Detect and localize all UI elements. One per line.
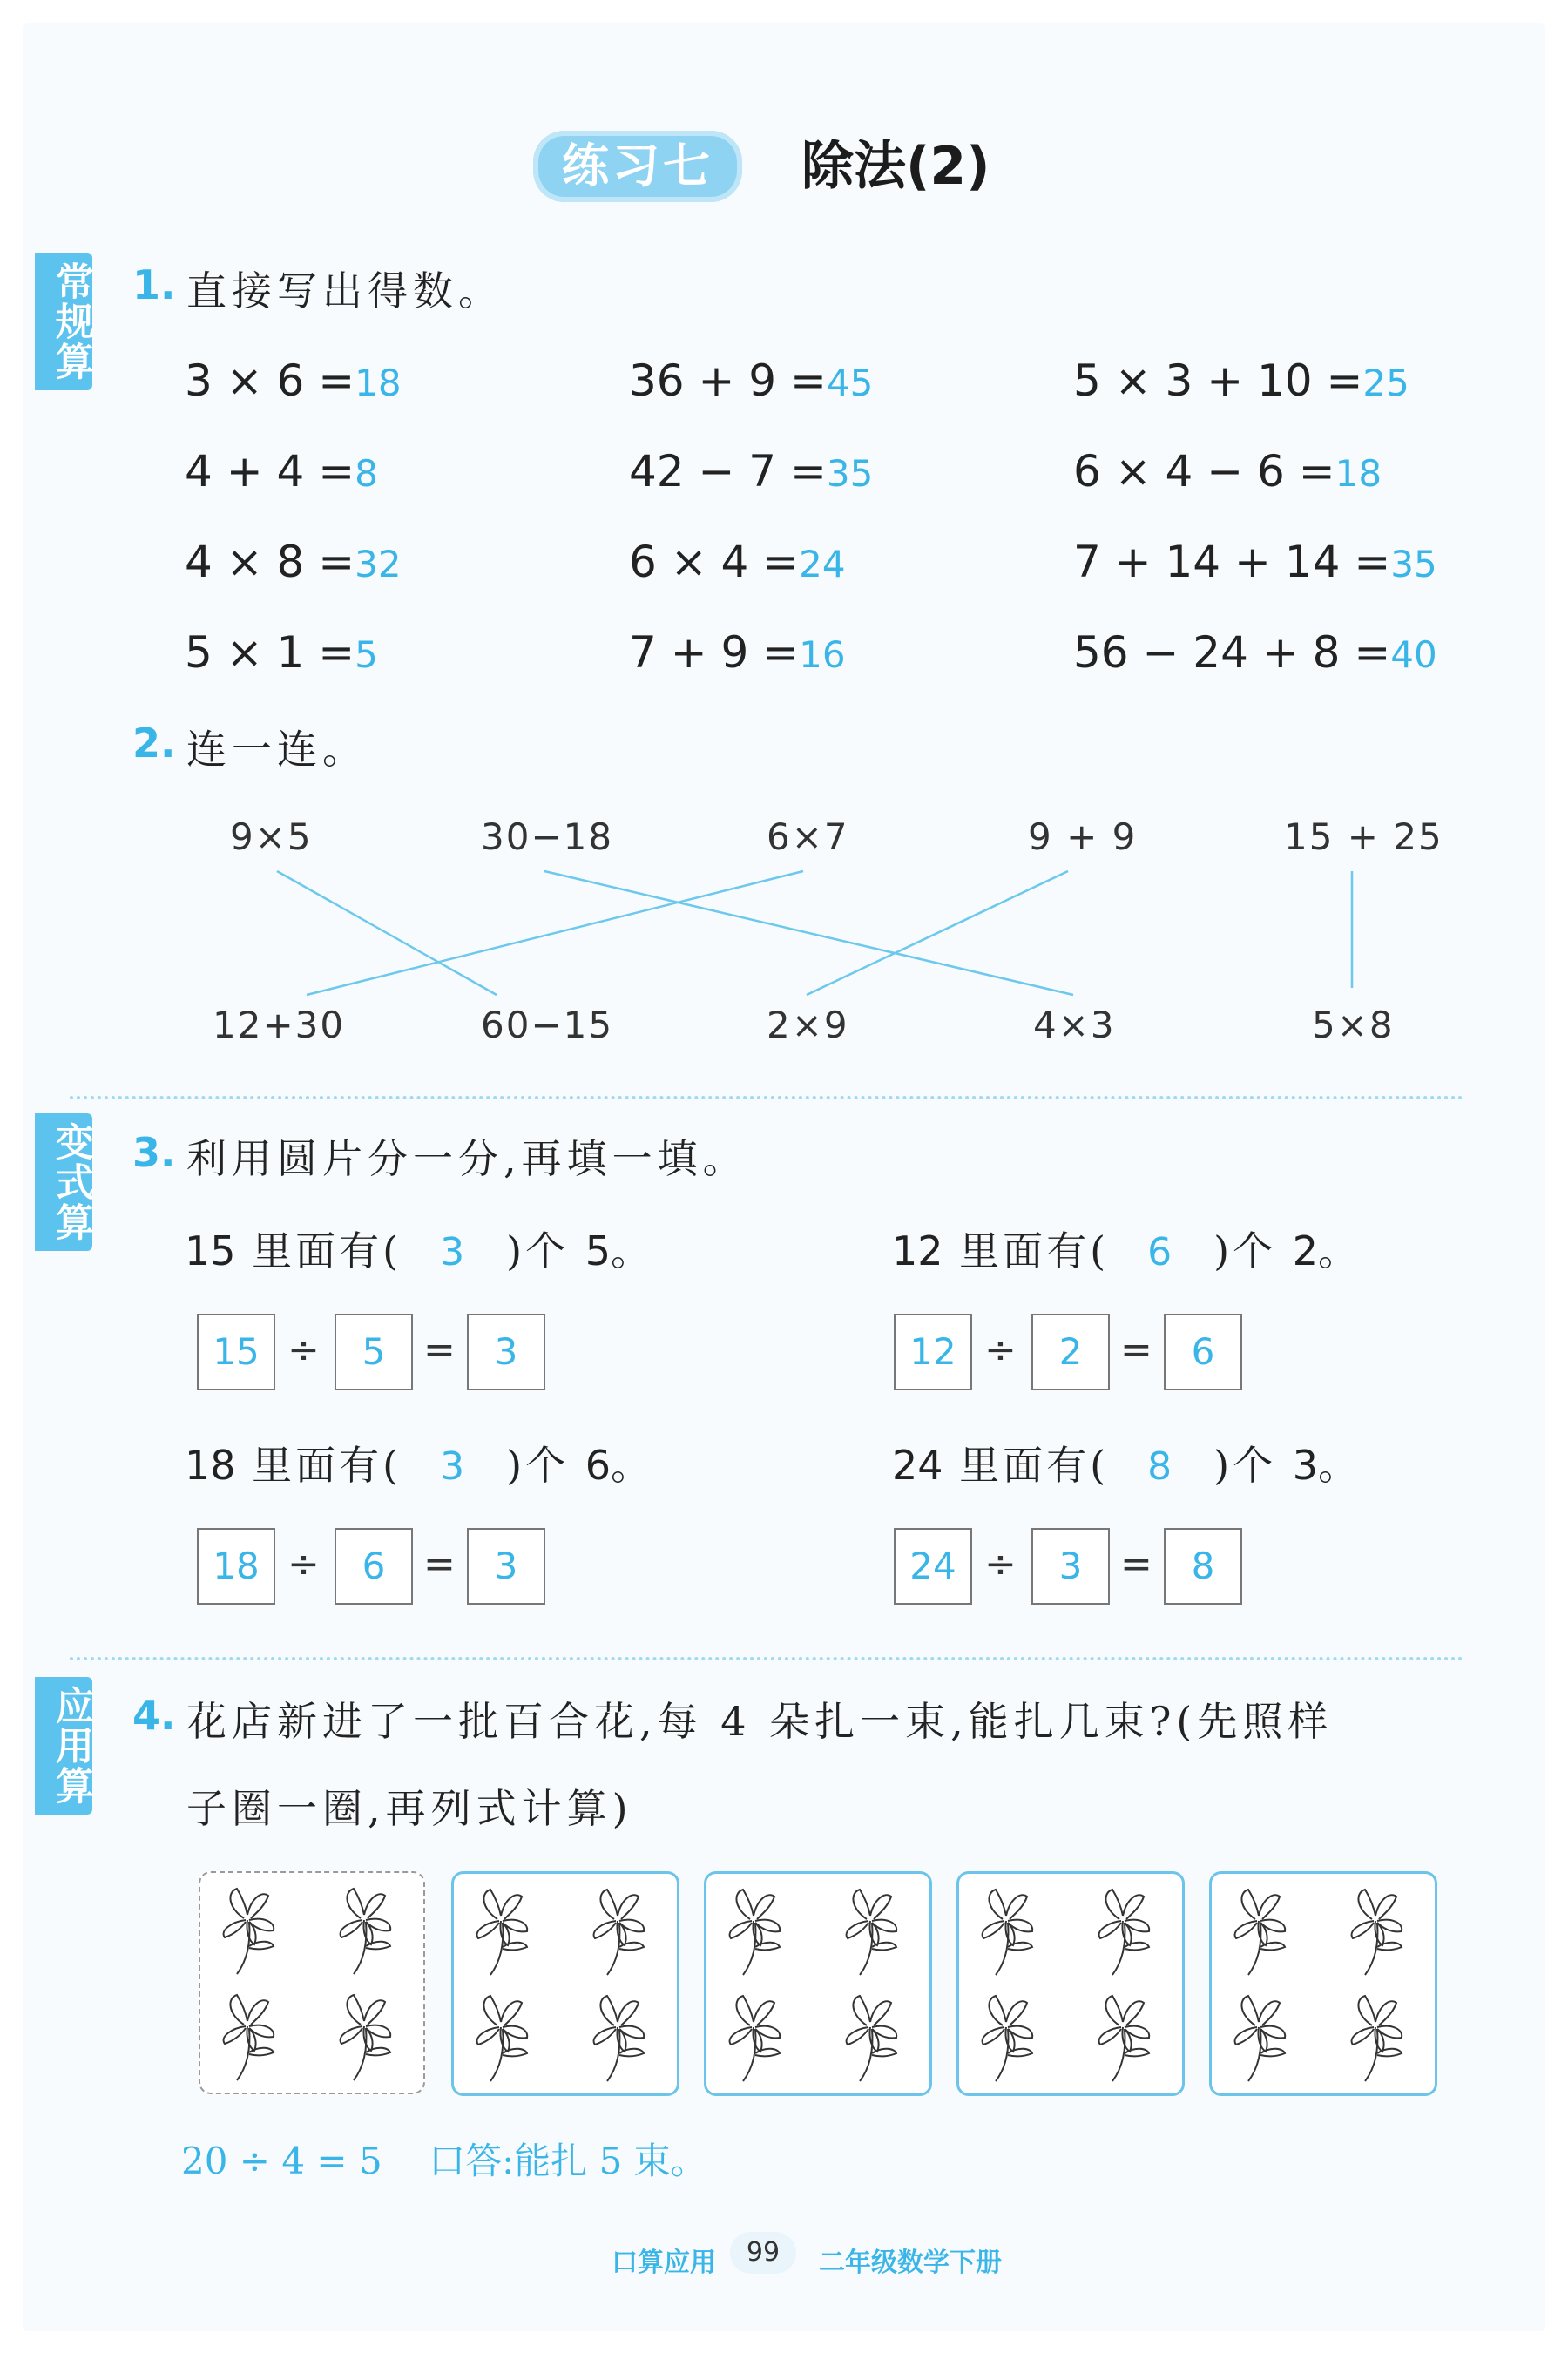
answer-box: 12 bbox=[894, 1314, 972, 1390]
question-number: 3. bbox=[132, 1129, 176, 1176]
lily-icon bbox=[1086, 1883, 1165, 1978]
section-tab-variant: 变式算 bbox=[35, 1113, 92, 1251]
match-top-item: 9×5 bbox=[230, 815, 313, 858]
sentence-punctuation: 。 bbox=[1317, 1442, 1362, 1489]
section-tab-applied: 应用算 bbox=[35, 1677, 92, 1815]
equals-sign: = bbox=[1120, 1328, 1152, 1372]
sentence-text: 里面有( bbox=[235, 1227, 402, 1275]
lily-icon bbox=[970, 1883, 1048, 1978]
sentence-number: 5 bbox=[585, 1227, 611, 1275]
match-lines bbox=[0, 0, 1568, 1045]
answer-box: 24 bbox=[894, 1528, 972, 1605]
footer-book-title: 口算应用 bbox=[612, 2248, 716, 2278]
sentence-number: 12 bbox=[892, 1227, 943, 1275]
answer-box: 8 bbox=[1164, 1528, 1242, 1605]
sentence-text: )个 bbox=[506, 1442, 585, 1489]
match-line bbox=[307, 871, 803, 995]
fill-blank-sentence bbox=[892, 1220, 1362, 1277]
question-number: 1. bbox=[132, 261, 176, 308]
lily-icon bbox=[834, 1883, 912, 1978]
calc-answer: 25 bbox=[1362, 362, 1409, 404]
sentence-punctuation: 。 bbox=[1317, 1227, 1362, 1275]
lily-icon bbox=[1339, 1989, 1417, 2085]
match-line bbox=[544, 871, 1073, 995]
sentence-punctuation: 。 bbox=[610, 1442, 654, 1489]
sentence-text: 里面有( bbox=[943, 1227, 1110, 1275]
flower-group bbox=[451, 1871, 679, 2096]
equals-sign: = bbox=[423, 1542, 456, 1586]
answer-box: 18 bbox=[197, 1528, 275, 1605]
blank-answer: 8 bbox=[1147, 1444, 1176, 1489]
question-text: 连一连。 bbox=[186, 726, 368, 773]
calc-expression: 4 × 8 = bbox=[185, 537, 355, 587]
sentence-text: )个 bbox=[1213, 1442, 1293, 1489]
lily-icon bbox=[1222, 1989, 1301, 2085]
flower-group bbox=[1209, 1871, 1437, 2096]
match-line bbox=[277, 871, 497, 995]
sentence-number: 15 bbox=[185, 1227, 236, 1275]
match-bottom-item: 60−15 bbox=[481, 1004, 614, 1046]
answer-box: 3 bbox=[1031, 1528, 1110, 1605]
sentence-number: 6 bbox=[585, 1442, 611, 1489]
calc-answer: 45 bbox=[826, 362, 874, 404]
lily-icon bbox=[1086, 1989, 1165, 2085]
flower-group bbox=[704, 1871, 932, 2096]
calc-expression: 7 + 14 + 14 = bbox=[1073, 537, 1391, 587]
question-text: 利用圆片分一分,再填一填。 bbox=[186, 1135, 748, 1182]
flower-group bbox=[199, 1871, 425, 2094]
question-number: 2. bbox=[132, 720, 176, 767]
blank-answer: 6 bbox=[1147, 1230, 1176, 1275]
page-title: 除法(2) bbox=[801, 136, 990, 197]
blank-answer: 3 bbox=[440, 1230, 469, 1275]
division-sign: ÷ bbox=[984, 1328, 1017, 1372]
question-text-continued: 子圈一圈,再列式计算) bbox=[186, 1785, 633, 1832]
equals-sign: = bbox=[423, 1328, 456, 1372]
fill-blank-sentence bbox=[185, 1220, 654, 1277]
sentence-number: 3 bbox=[1292, 1442, 1318, 1489]
answer-box: 3 bbox=[467, 1314, 545, 1390]
calc-answer: 18 bbox=[1335, 452, 1382, 495]
answer-box: 15 bbox=[197, 1314, 275, 1390]
calc-answer: 16 bbox=[799, 633, 846, 676]
lily-icon bbox=[328, 1882, 406, 1978]
division-sign: ÷ bbox=[287, 1542, 320, 1586]
lily-icon bbox=[1222, 1883, 1301, 1978]
section-divider bbox=[70, 1096, 1463, 1099]
lily-icon bbox=[581, 1989, 659, 2085]
sentence-number: 2 bbox=[1292, 1227, 1318, 1275]
calc-answer: 24 bbox=[799, 543, 846, 585]
sentence-text: )个 bbox=[506, 1227, 585, 1275]
calc-expression: 42 − 7 = bbox=[629, 446, 827, 497]
calc-answer: 8 bbox=[355, 452, 378, 495]
lily-icon bbox=[211, 1882, 289, 1978]
written-answer: 20 ÷ 4 = 5 口答:能扎 5 束。 bbox=[181, 2140, 707, 2182]
sentence-text: )个 bbox=[1213, 1227, 1293, 1275]
answer-box: 2 bbox=[1031, 1314, 1110, 1390]
answer-box: 3 bbox=[467, 1528, 545, 1605]
page-number: 99 bbox=[730, 2232, 796, 2274]
calc-answer: 18 bbox=[355, 362, 402, 404]
calc-expression: 36 + 9 = bbox=[629, 355, 827, 406]
match-bottom-item: 12+30 bbox=[213, 1004, 346, 1046]
match-top-item: 6×7 bbox=[767, 815, 849, 858]
calc-answer: 32 bbox=[355, 543, 402, 585]
calc-expression: 56 − 24 + 8 = bbox=[1073, 627, 1391, 678]
calc-expression: 4 + 4 = bbox=[185, 446, 355, 497]
fill-blank-sentence bbox=[892, 1434, 1362, 1491]
lily-icon bbox=[581, 1883, 659, 1978]
section-divider bbox=[70, 1657, 1463, 1660]
match-top-item: 9 + 9 bbox=[1028, 815, 1138, 858]
calc-expression: 6 × 4 = bbox=[629, 537, 800, 587]
lily-icon bbox=[970, 1989, 1048, 2085]
calc-expression: 6 × 4 − 6 = bbox=[1073, 446, 1335, 497]
answer-box: 6 bbox=[335, 1528, 413, 1605]
sentence-number: 24 bbox=[892, 1442, 943, 1489]
division-sign: ÷ bbox=[287, 1328, 320, 1372]
fill-blank-sentence bbox=[185, 1434, 654, 1491]
exercise-badge: 练习七 bbox=[533, 131, 742, 202]
calc-answer: 40 bbox=[1390, 633, 1437, 676]
sentence-punctuation: 。 bbox=[610, 1227, 654, 1275]
calc-answer: 35 bbox=[1390, 543, 1437, 585]
lily-icon bbox=[834, 1989, 912, 2085]
lily-icon bbox=[211, 1988, 289, 2084]
equals-sign: = bbox=[1120, 1542, 1152, 1586]
match-bottom-item: 4×3 bbox=[1033, 1004, 1116, 1046]
calc-answer: 5 bbox=[355, 633, 378, 676]
sentence-text: 里面有( bbox=[235, 1442, 402, 1489]
calc-expression: 5 × 3 + 10 = bbox=[1073, 355, 1363, 406]
sentence-text: 里面有( bbox=[943, 1442, 1110, 1489]
flower-group bbox=[956, 1871, 1185, 2096]
match-line bbox=[807, 871, 1068, 995]
section-tab-regular: 常规算 bbox=[35, 253, 92, 390]
calc-expression: 3 × 6 = bbox=[185, 355, 355, 406]
lily-icon bbox=[464, 1989, 543, 2085]
question-number: 4. bbox=[132, 1692, 176, 1739]
answer-box: 6 bbox=[1164, 1314, 1242, 1390]
question-text: 直接写出得数。 bbox=[186, 267, 504, 314]
lily-icon bbox=[1339, 1883, 1417, 1978]
lily-icon bbox=[464, 1883, 543, 1978]
lily-icon bbox=[717, 1883, 795, 1978]
sentence-number: 18 bbox=[185, 1442, 236, 1489]
calc-expression: 5 × 1 = bbox=[185, 627, 355, 678]
calc-expression: 7 + 9 = bbox=[629, 627, 800, 678]
lily-icon bbox=[717, 1989, 795, 2085]
match-bottom-item: 5×8 bbox=[1312, 1004, 1395, 1046]
match-bottom-item: 2×9 bbox=[767, 1004, 849, 1046]
match-top-item: 30−18 bbox=[481, 815, 614, 858]
footer-grade: 二年级数学下册 bbox=[819, 2248, 1002, 2278]
calc-answer: 35 bbox=[826, 452, 874, 495]
question-text: 花店新进了一批百合花,每 4 朵扎一束,能扎几束?(先照样 bbox=[186, 1698, 1334, 1745]
match-top-item: 15 + 25 bbox=[1284, 815, 1443, 858]
blank-answer: 3 bbox=[440, 1444, 469, 1489]
lily-icon bbox=[328, 1988, 406, 2084]
answer-box: 5 bbox=[335, 1314, 413, 1390]
division-sign: ÷ bbox=[984, 1542, 1017, 1586]
